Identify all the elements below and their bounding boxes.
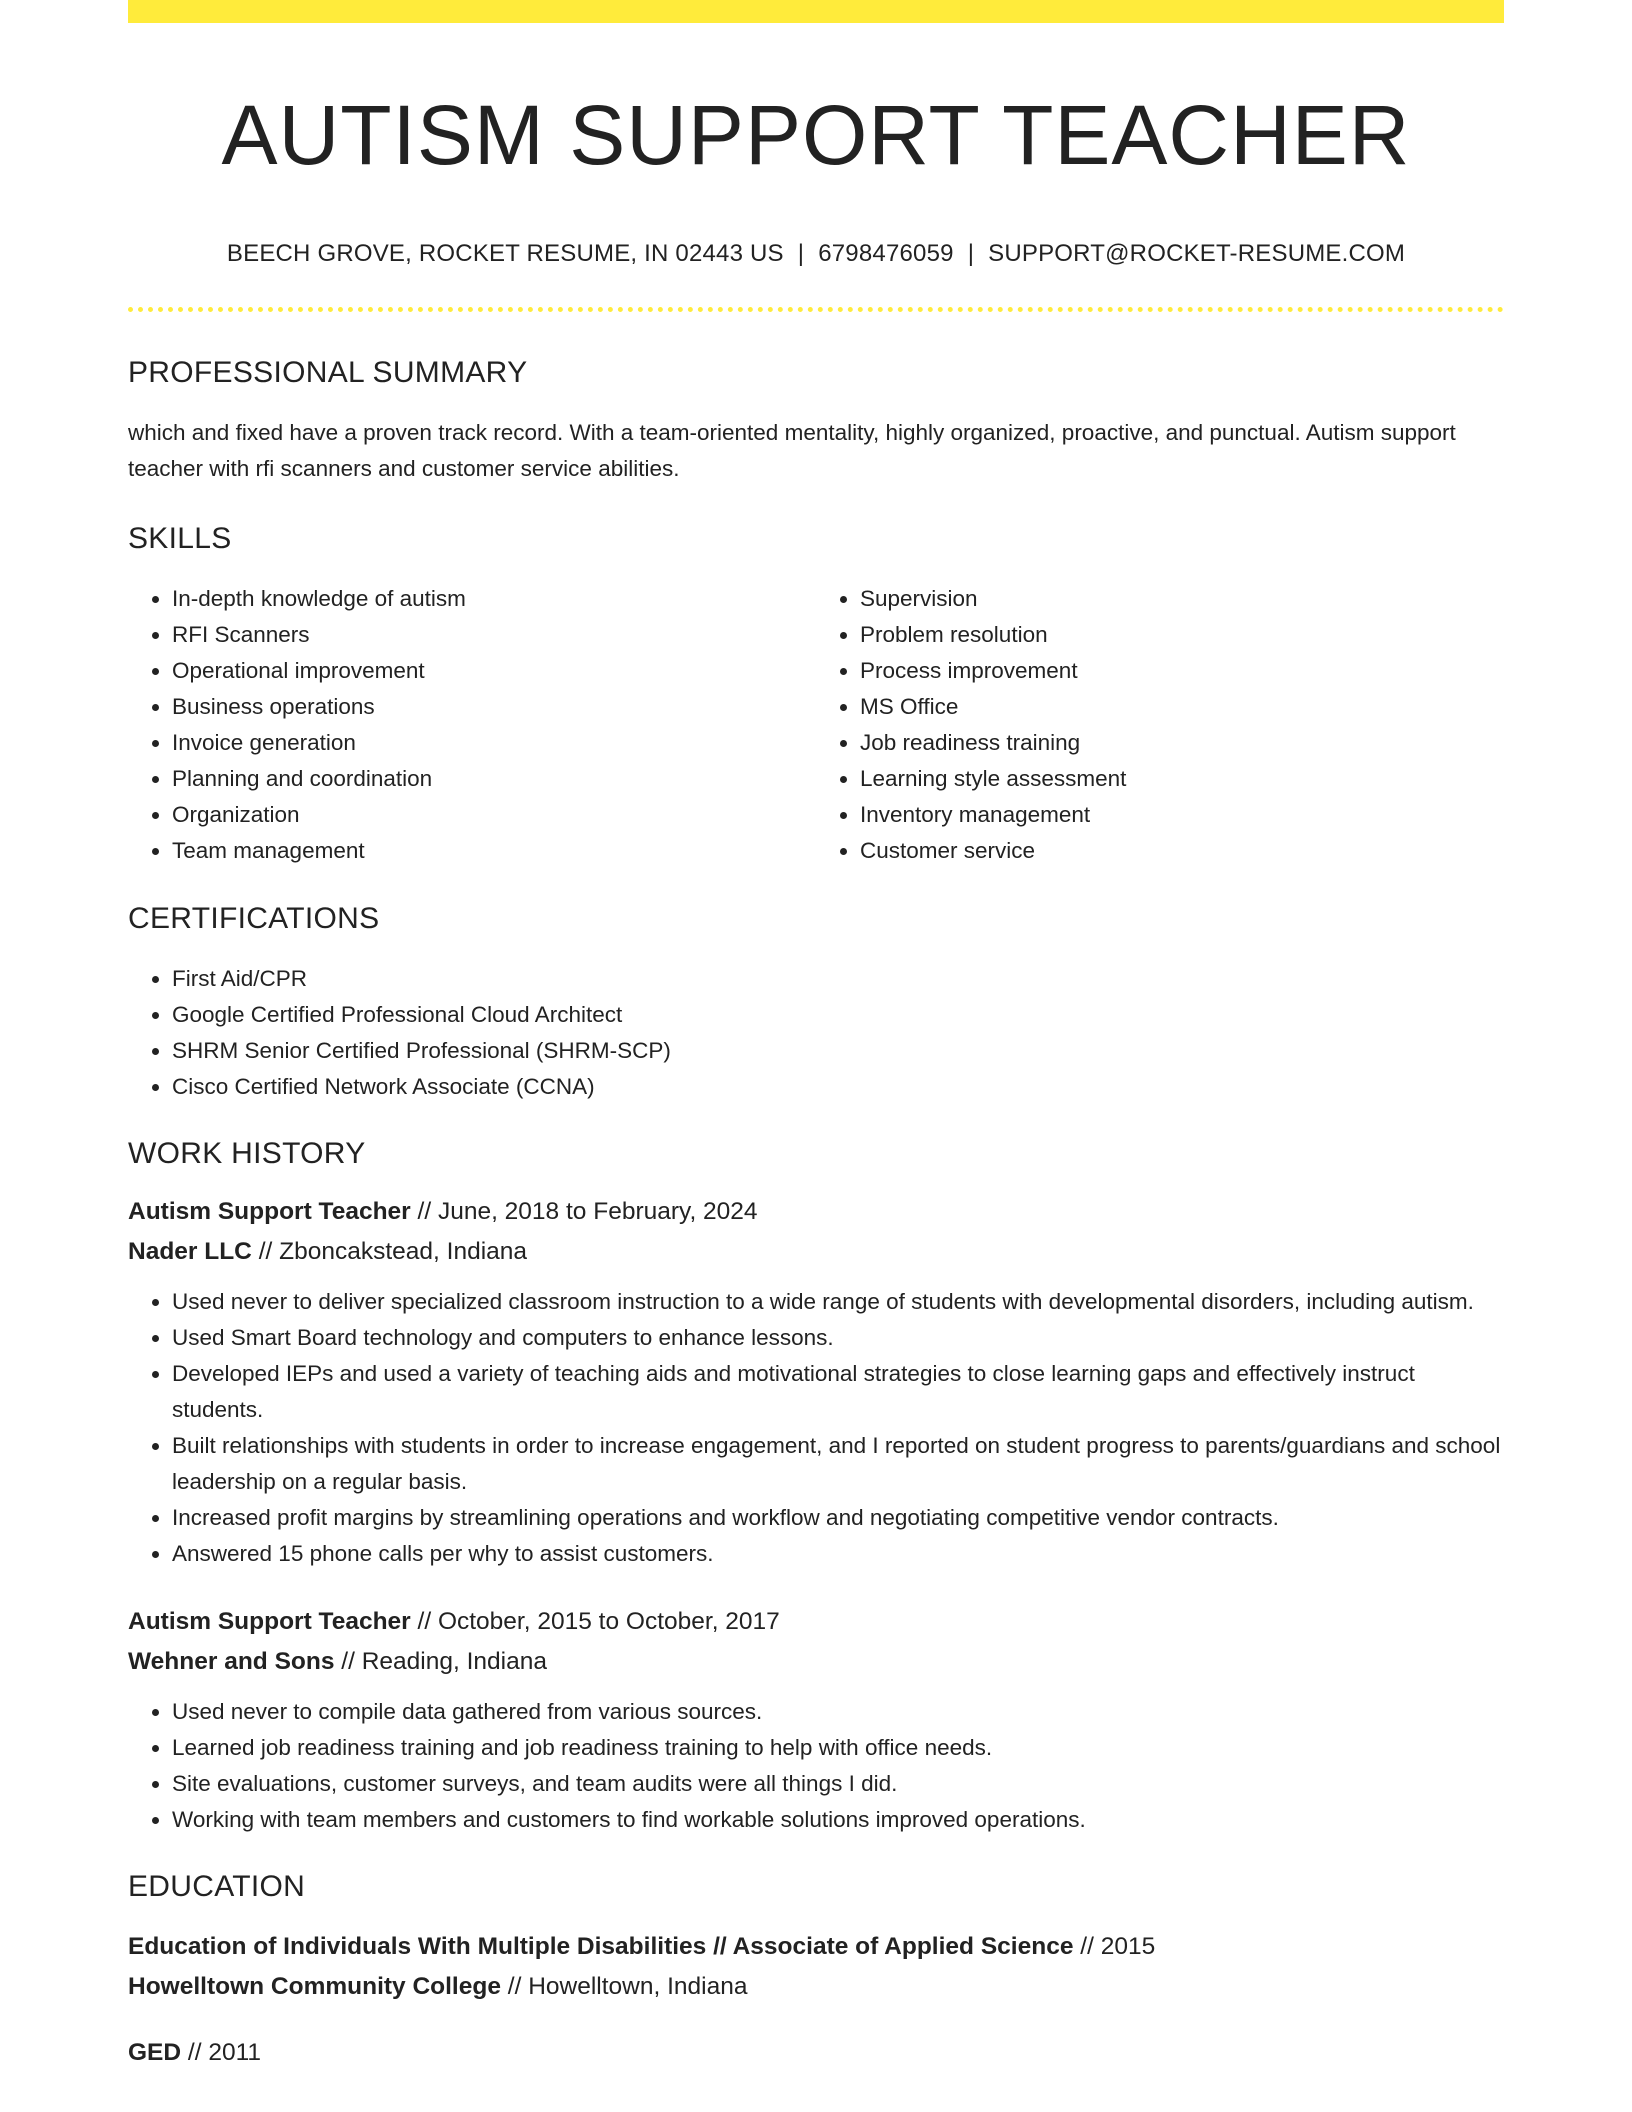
job-duty: • Used never to compile data gathered from various sources. bbox=[172, 1694, 1504, 1730]
skill-item: • Operational improvement bbox=[172, 653, 816, 689]
resume-page bbox=[128, 0, 1504, 2073]
job-duty: • Built relationships with students in order to increase engagement, and I reported on student progress to parents/guardians and school leadership on a regular basis. bbox=[172, 1428, 1504, 1500]
job-role: Autism Support Teacher bbox=[128, 1198, 411, 1225]
job-duty: • Site evaluations, customer surveys, and team audits were all things I did. bbox=[172, 1766, 1504, 1802]
job-role: Autism Support Teacher bbox=[128, 1608, 411, 1635]
skills-left-column bbox=[128, 581, 816, 869]
certification-item: • Google Certified Professional Cloud Architect bbox=[172, 997, 1504, 1033]
certification-item: • SHRM Senior Certified Professional (SHRM-SCP) bbox=[172, 1033, 1504, 1069]
job-duty: • Increased profit margins by streamlining operations and workflow and negotiating competitive vendor contracts. bbox=[172, 1500, 1504, 1536]
certifications-list bbox=[128, 961, 1504, 1105]
separator: | bbox=[797, 240, 805, 267]
degree-name: GED bbox=[128, 2039, 182, 2066]
dotted-divider bbox=[128, 307, 1504, 312]
job-duty: • Developed IEPs and used a variety of teaching aids and motivational strategies to close learning gaps and effectively instruct students. bbox=[172, 1356, 1504, 1428]
job-company-line: Wehner and Sons // Reading, Indiana bbox=[128, 1648, 547, 1675]
school-location: Howelltown, Indiana bbox=[528, 1973, 748, 2000]
email-text: SUPPORT@ROCKET-RESUME.COM bbox=[988, 240, 1406, 267]
job-duty: • Used Smart Board technology and computers to enhance lessons. bbox=[172, 1320, 1504, 1356]
skill-item: • MS Office bbox=[860, 689, 1504, 725]
job-dates: October, 2015 to October, 2017 bbox=[437, 1608, 780, 1635]
skill-item: • Learning style assessment bbox=[860, 761, 1504, 797]
job-duties-list bbox=[128, 1284, 1504, 1572]
job-company-line: Nader LLC // Zboncakstead, Indiana bbox=[128, 1238, 528, 1265]
skill-item: • Job readiness training bbox=[860, 725, 1504, 761]
skill-item: • Planning and coordination bbox=[172, 761, 816, 797]
certification-item: • First Aid/CPR bbox=[172, 961, 1504, 997]
degree-year: 2011 bbox=[208, 2039, 262, 2066]
address-text: BEECH GROVE, ROCKET RESUME, IN 02443 US bbox=[226, 240, 784, 267]
job-duties-list bbox=[128, 1694, 1504, 1838]
school-name: Howelltown Community College bbox=[128, 1973, 501, 2000]
skills-list bbox=[128, 581, 1504, 869]
skill-item: • Inventory management bbox=[860, 797, 1504, 833]
separator: | bbox=[967, 240, 975, 267]
skill-item: • Problem resolution bbox=[860, 617, 1504, 653]
skills-heading: SKILLS bbox=[128, 522, 232, 555]
skill-item: • Invoice generation bbox=[172, 725, 816, 761]
job-duty: • Used never to deliver specialized classroom instruction to a wide range of students with developmental disorders, including autism. bbox=[172, 1284, 1504, 1320]
job-entry bbox=[128, 1602, 1504, 1838]
skill-item: • Customer service bbox=[860, 833, 1504, 869]
certifications-heading: CERTIFICATIONS bbox=[128, 902, 380, 935]
job-duty: • Answered 15 phone calls per why to assist customers. bbox=[172, 1536, 1504, 1572]
phone-text: 6798476059 bbox=[818, 240, 954, 267]
summary-text: which and fixed have a proven track record. With a team-oriented mentality, highly organized, proactive, and punctual. Autism support teacher with rfi scanners and customer service abilities. bbox=[128, 420, 1456, 481]
skill-item: • RFI Scanners bbox=[172, 617, 816, 653]
skill-item: • In-depth knowledge of autism bbox=[172, 581, 816, 617]
job-entry bbox=[128, 1192, 1504, 1572]
job-title-line: Autism Support Teacher // October, 2015 to October, 2017 bbox=[128, 1608, 780, 1635]
certification-item: • Cisco Certified Network Associate (CCNA) bbox=[172, 1069, 1504, 1105]
degree-year: 2015 bbox=[1100, 1933, 1156, 1960]
skill-item: • Team management bbox=[172, 833, 816, 869]
candidate-title: AUTISM SUPPORT TEACHER bbox=[221, 88, 1411, 182]
job-company: Wehner and Sons bbox=[128, 1648, 335, 1675]
contact-line bbox=[128, 239, 1504, 269]
degree-line: Education of Individuals With Multiple Disabilities // Associate of Applied Science // 2015 bbox=[128, 1933, 1156, 1960]
skill-item: • Business operations bbox=[172, 689, 816, 725]
skill-item: • Supervision bbox=[860, 581, 1504, 617]
education-heading: EDUCATION bbox=[128, 1870, 306, 1903]
work-history-heading: WORK HISTORY bbox=[128, 1137, 366, 1170]
degree-line: GED // 2011 bbox=[128, 2039, 262, 2066]
job-dates: June, 2018 to February, 2024 bbox=[437, 1198, 758, 1225]
degree-name: Education of Individuals With Multiple Disabilities // Associate of Applied Science bbox=[128, 1933, 1074, 1960]
job-title-line: Autism Support Teacher // June, 2018 to February, 2024 bbox=[128, 1198, 758, 1225]
job-company: Nader LLC bbox=[128, 1238, 252, 1265]
job-duty: • Learned job readiness training and job readiness training to help with office needs. bbox=[172, 1730, 1504, 1766]
skills-right-column bbox=[816, 581, 1504, 869]
school-line: Howelltown Community College // Howelltown, Indiana bbox=[128, 1973, 748, 2000]
skill-item: • Organization bbox=[172, 797, 816, 833]
top-accent-bar bbox=[128, 0, 1504, 23]
job-location: Reading, Indiana bbox=[361, 1648, 547, 1675]
skill-item: • Process improvement bbox=[860, 653, 1504, 689]
education-entry bbox=[128, 1927, 1504, 2007]
summary-heading: PROFESSIONAL SUMMARY bbox=[128, 356, 528, 389]
education-entry bbox=[128, 2033, 1504, 2073]
job-location: Zboncakstead, Indiana bbox=[279, 1238, 528, 1265]
job-duty: • Working with team members and customers to find workable solutions improved operations. bbox=[172, 1802, 1504, 1838]
